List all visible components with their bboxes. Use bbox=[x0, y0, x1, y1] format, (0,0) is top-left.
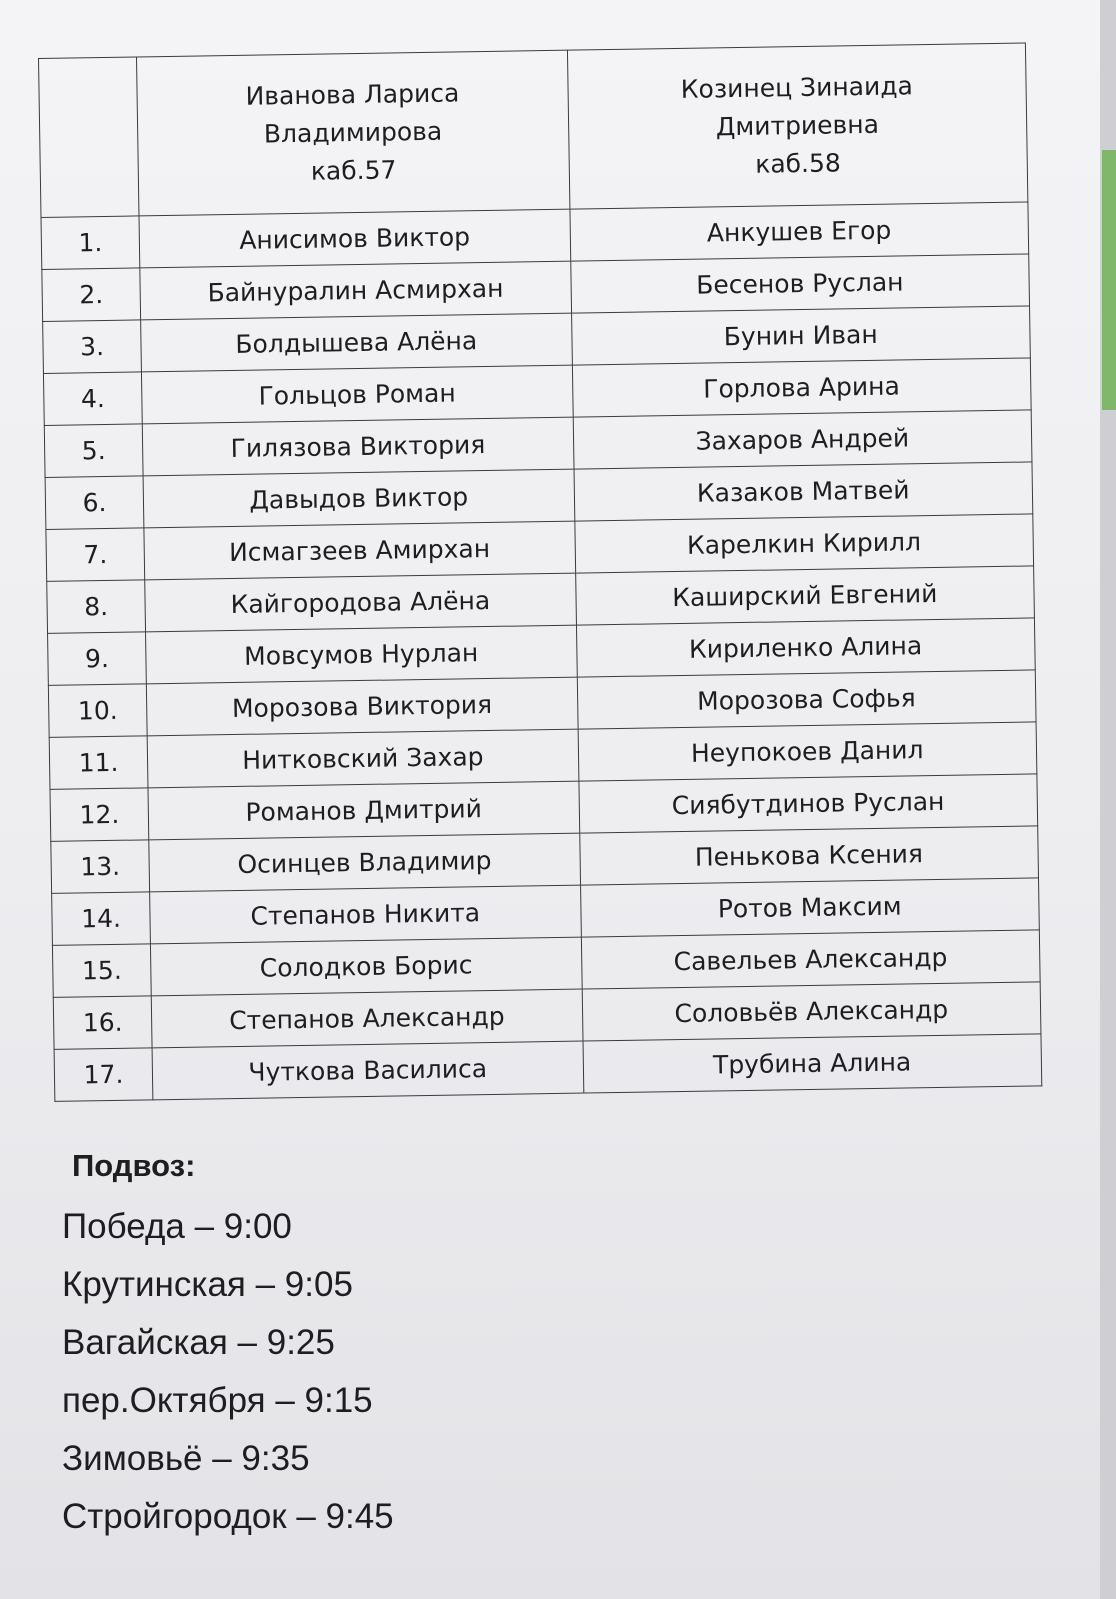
student-name-teacher-ivanova: Давыдов Виктор bbox=[143, 469, 574, 528]
row-number: 5. bbox=[44, 424, 143, 478]
student-name-teacher-ivanova: Кайгородова Алёна bbox=[145, 573, 576, 632]
student-name-teacher-kozinets: Казаков Матвей bbox=[574, 462, 1033, 521]
table-header-row bbox=[39, 43, 1028, 217]
teacher-name: Козинец Зинаида bbox=[680, 71, 914, 104]
student-name-teacher-ivanova: Степанов Александр bbox=[151, 989, 582, 1048]
row-number: 14. bbox=[52, 892, 151, 946]
student-name-teacher-kozinets: Кириленко Алина bbox=[576, 618, 1035, 677]
student-name-teacher-ivanova: Осинцев Владимир bbox=[149, 833, 580, 892]
transport-stop: Победа – 9:00 bbox=[62, 1207, 292, 1246]
student-roster-table bbox=[38, 42, 1042, 1101]
student-name-teacher-kozinets: Анкушев Егор bbox=[569, 202, 1028, 261]
transport-stop-list bbox=[62, 1198, 394, 1546]
student-name-teacher-ivanova: Гольцов Роман bbox=[142, 365, 573, 424]
student-name-teacher-kozinets: Неупокоев Данил bbox=[578, 722, 1037, 781]
row-number: 1. bbox=[41, 216, 140, 270]
row-number: 8. bbox=[47, 580, 146, 634]
student-name-teacher-kozinets: Каширский Евгений bbox=[575, 566, 1034, 625]
row-number: 3. bbox=[43, 320, 142, 374]
row-number: 17. bbox=[54, 1048, 153, 1102]
student-name-teacher-ivanova: Морозова Виктория bbox=[146, 677, 577, 736]
student-name-teacher-ivanova: Гилязова Виктория bbox=[142, 417, 573, 476]
teacher-patronymic: Дмитриевна bbox=[715, 109, 880, 142]
row-number: 2. bbox=[42, 268, 141, 322]
student-name-teacher-kozinets: Бесенов Руслан bbox=[570, 254, 1029, 313]
student-name-teacher-ivanova: Чуткова Василиса bbox=[152, 1041, 583, 1100]
header-teacher-kozinets bbox=[567, 43, 1028, 209]
row-number: 13. bbox=[51, 840, 150, 894]
transport-stop: Стройгородок – 9:45 bbox=[62, 1497, 394, 1536]
student-name-teacher-kozinets: Соловьёв Александр bbox=[582, 982, 1041, 1041]
row-number: 11. bbox=[49, 736, 148, 790]
student-name-teacher-kozinets: Савельев Александр bbox=[581, 930, 1040, 989]
teacher-name: Иванова Лариса bbox=[245, 78, 460, 111]
transport-heading: Подвоз: bbox=[72, 1148, 196, 1183]
student-name-teacher-ivanova: Болдышева Алёна bbox=[141, 313, 572, 372]
student-name-teacher-kozinets: Захаров Андрей bbox=[573, 410, 1032, 469]
student-name-teacher-ivanova: Мовсумов Нурлан bbox=[146, 625, 577, 684]
roster-body bbox=[41, 202, 1042, 1101]
student-name-teacher-kozinets: Трубина Алина bbox=[583, 1034, 1042, 1093]
row-number: 12. bbox=[50, 788, 149, 842]
row-number: 4. bbox=[43, 372, 142, 426]
student-name-teacher-kozinets: Горлова Арина bbox=[572, 358, 1031, 417]
student-name-teacher-ivanova: Исмагзеев Амирхан bbox=[144, 521, 575, 580]
transport-stop: Зимовьё – 9:35 bbox=[62, 1439, 310, 1478]
row-number: 9. bbox=[48, 632, 147, 686]
student-name-teacher-kozinets: Морозова Софья bbox=[577, 670, 1036, 729]
header-teacher-ivanova bbox=[137, 50, 570, 216]
student-name-teacher-ivanova: Романов Дмитрий bbox=[148, 781, 579, 840]
transport-section bbox=[62, 1148, 394, 1546]
student-name-teacher-kozinets: Ротов Максим bbox=[580, 878, 1039, 937]
row-number: 16. bbox=[53, 996, 152, 1050]
background-edge bbox=[1100, 0, 1116, 1599]
student-name-teacher-ivanova: Анисимов Виктор bbox=[139, 209, 570, 268]
header-number-cell bbox=[39, 57, 140, 218]
student-name-teacher-kozinets: Сиябутдинов Руслан bbox=[578, 774, 1037, 833]
student-name-teacher-kozinets: Пенькова Ксения bbox=[579, 826, 1038, 885]
student-name-teacher-ivanova: Байнуралин Асмирхан bbox=[140, 261, 571, 320]
student-name-teacher-ivanova: Степанов Никита bbox=[150, 885, 581, 944]
room-number: каб.58 bbox=[754, 148, 842, 179]
student-name-teacher-kozinets: Карелкин Кирилл bbox=[574, 514, 1033, 573]
row-number: 6. bbox=[45, 476, 144, 530]
transport-stop: Крутинская – 9:05 bbox=[62, 1265, 353, 1304]
transport-stop: Вагайская – 9:25 bbox=[62, 1323, 335, 1362]
row-number: 15. bbox=[52, 944, 151, 998]
student-name-teacher-ivanova: Солодков Борис bbox=[151, 937, 582, 996]
room-number: каб.57 bbox=[310, 155, 397, 186]
row-number: 10. bbox=[48, 684, 147, 738]
student-name-teacher-kozinets: Бунин Иван bbox=[571, 306, 1030, 365]
green-object-edge bbox=[1102, 150, 1116, 410]
student-name-teacher-ivanova: Нитковский Захар bbox=[147, 729, 578, 788]
transport-stop: пер.Октября – 9:15 bbox=[62, 1381, 373, 1420]
teacher-patronymic: Владимирова bbox=[263, 116, 443, 149]
row-number: 7. bbox=[46, 528, 145, 582]
